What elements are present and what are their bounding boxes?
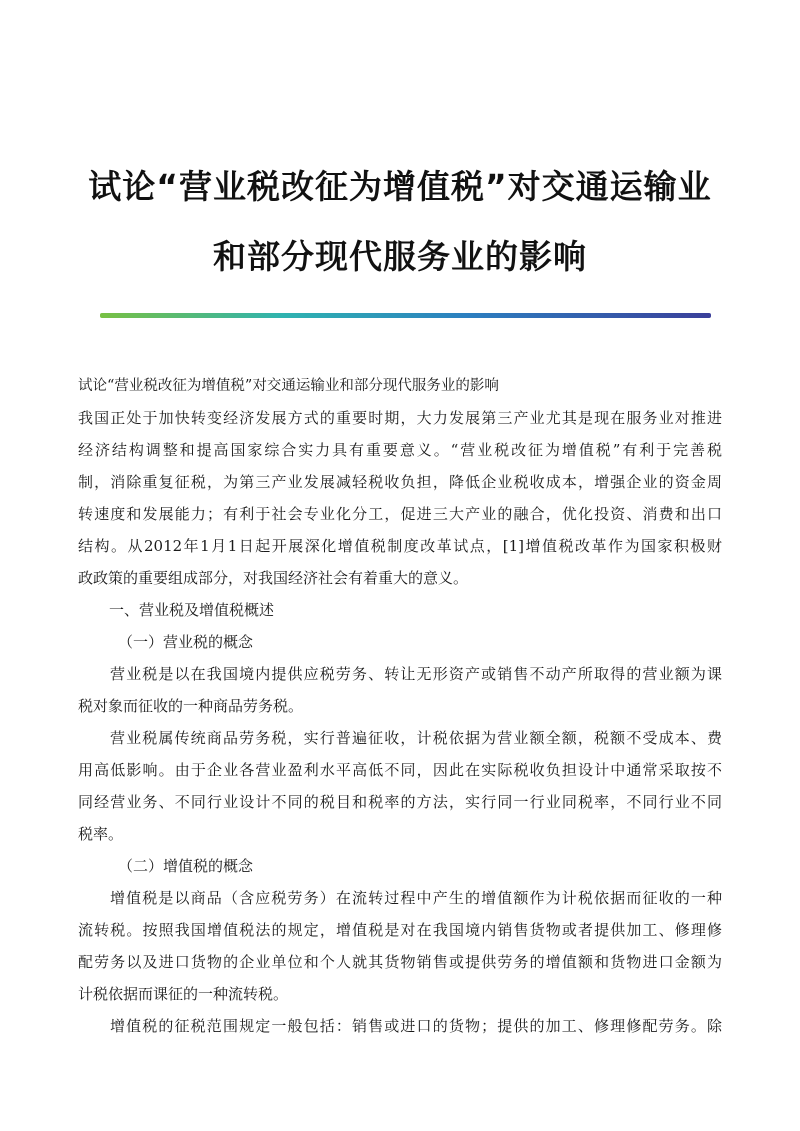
title-divider	[100, 313, 711, 318]
text-line: 用高低影响。由于企业各营业盈利水平高低不同，因此在实际税收负担设计中通常采取按不	[78, 761, 722, 779]
text-line: 结构。从2012年1月1日起开展深化增值税制度改革试点，[1]增值税改革作为国家积极财	[78, 537, 722, 555]
paragraph-business-tax-features	[78, 722, 722, 850]
text-line: 税对象而征收的一种商品劳务税。	[78, 697, 304, 715]
text-line: 计税依据而课征的一种流转税。	[78, 985, 289, 1003]
title-line-2: 和部分现代服务业的影响	[213, 237, 587, 276]
text-line: 配劳务以及进口货物的企业单位和个人就其货物销售或提供劳务的增值额和货物进口金额为	[78, 953, 722, 971]
paragraph-business-tax-definition	[78, 658, 722, 722]
text-line: 流转税。按照我国增值税法的规定，增值税是对在我国境内销售货物或者提供加工、修理修	[78, 921, 722, 939]
text-line: 制，消除重复征税，为第三产业发展减轻税收负担，降低企业税收成本，增强企业的资金周	[78, 473, 722, 491]
text-line: 增值税的征税范围规定一般包括：销售或进口的货物；提供的加工、修理修配劳务。除	[110, 1017, 722, 1035]
paragraph-intro	[78, 402, 722, 594]
paragraph-vat-scope	[78, 1010, 722, 1042]
subsection-heading: （二）增值税的概念	[118, 857, 254, 875]
document-body	[78, 370, 722, 1042]
text-line: 税率。	[78, 825, 124, 843]
text-line: 增值税是以商品（含应税劳务）在流转过程中产生的增值额作为计税依据而征收的一种	[110, 889, 722, 907]
subtitle-line: 试论“营业税改征为增值税”对交通运输业和部分现代服务业的影响	[78, 378, 499, 394]
title-line-1: 试论“营业税改征为增值税”对交通运输业	[88, 167, 712, 206]
text-line: 我国正处于加快转变经济发展方式的重要时期，大力发展第三产业尤其是现在服务业对推进	[78, 409, 722, 427]
section-heading: 一、营业税及增值税概述	[109, 601, 275, 619]
paragraph-vat-definition	[78, 882, 722, 1010]
document-title	[60, 152, 740, 292]
text-line: 营业税属传统商品劳务税，实行普遍征收，计税依据为营业额全额，税额不受成本、费	[110, 729, 722, 747]
text-line: 营业税是以在我国境内提供应税劳务、转让无形资产或销售不动产所取得的营业额为课	[110, 665, 722, 683]
subsection-heading: （一）营业税的概念	[118, 633, 254, 651]
text-line: 转速度和发展能力；有利于社会专业化分工，促进三大产业的融合，优化投资、消费和出口	[78, 505, 722, 523]
text-line: 同经营业务、不同行业设计不同的税目和税率的方法，实行同一行业同税率，不同行业不同	[78, 793, 722, 811]
text-line: 政政策的重要组成部分，对我国经济社会有着重大的意义。	[78, 569, 469, 587]
text-line: 经济结构调整和提高国家综合实力具有重要意义。“营业税改征为增值税”有利于完善税	[78, 441, 722, 459]
